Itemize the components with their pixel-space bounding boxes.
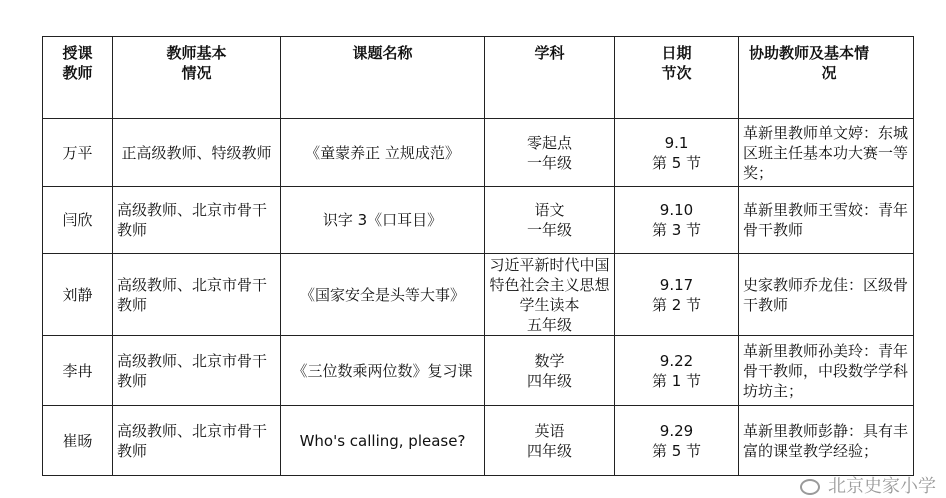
- date-cell: 9.29 第 5 节: [615, 406, 739, 476]
- subject-cell: 数学 四年级: [485, 336, 615, 406]
- header-profile: 教师基本 情况: [113, 37, 281, 119]
- topic-cell: 《国家安全是头等大事》: [281, 254, 485, 336]
- date-cell: 9.22 第 1 节: [615, 336, 739, 406]
- teacher-cell: 崔旸: [43, 406, 113, 476]
- table-row: [43, 119, 914, 187]
- topic-cell: 《三位数乘两位数》复习课: [281, 336, 485, 406]
- profile-cell: 高级教师、北京市骨干教师: [113, 336, 281, 406]
- teacher-cell: 闫欣: [43, 187, 113, 254]
- subject-cell: 习近平新时代中国特色社会主义思想学生读本 五年级: [485, 254, 615, 336]
- date-cell: 9.10 第 3 节: [615, 187, 739, 254]
- table-row: [43, 254, 914, 336]
- header-date: 日期 节次: [615, 37, 739, 119]
- schedule-table: [42, 36, 914, 476]
- topic-cell: 识字 3《口耳目》: [281, 187, 485, 254]
- header-row: [43, 37, 914, 119]
- topic-cell: Who's calling, please?: [281, 406, 485, 476]
- wechat-icon: [800, 479, 820, 495]
- header-subject: 学科: [485, 37, 615, 119]
- assistant-cell: 革新里教师王雪姣：青年骨干教师: [739, 187, 914, 254]
- assistant-cell: 革新里教师彭静：具有丰富的课堂教学经验；: [739, 406, 914, 476]
- subject-cell: 英语 四年级: [485, 406, 615, 476]
- table-row: [43, 187, 914, 254]
- assistant-cell: 革新里教师孙美玲：青年骨干教师，中段数学学科坊坊主；: [739, 336, 914, 406]
- date-cell: 9.1 第 5 节: [615, 119, 739, 187]
- table-row: [43, 406, 914, 476]
- teacher-cell: 万平: [43, 119, 113, 187]
- header-teacher: 授课 教师: [43, 37, 113, 119]
- subject-cell: 零起点 一年级: [485, 119, 615, 187]
- profile-cell: 正高级教师、特级教师: [113, 119, 281, 187]
- header-topic: 课题名称: [281, 37, 485, 119]
- assistant-cell: 史家教师乔龙佳：区级骨干教师: [739, 254, 914, 336]
- assistant-cell: 革新里教师单文婷：东城区班主任基本功大赛一等奖；: [739, 119, 914, 187]
- subject-cell: 语文 一年级: [485, 187, 615, 254]
- header-assistant: 协助教师及基本情 况: [739, 37, 914, 119]
- profile-cell: 高级教师、北京市骨干教师: [113, 187, 281, 254]
- teacher-cell: 刘静: [43, 254, 113, 336]
- topic-cell: 《童蒙养正 立规成范》: [281, 119, 485, 187]
- date-cell: 9.17 第 2 节: [615, 254, 739, 336]
- watermark-text: 北京史家小学: [828, 476, 936, 497]
- table-row: [43, 336, 914, 406]
- profile-cell: 高级教师、北京市骨干教师: [113, 254, 281, 336]
- teacher-cell: 李冉: [43, 336, 113, 406]
- profile-cell: 高级教师、北京市骨干教师: [113, 406, 281, 476]
- watermark: [800, 472, 936, 498]
